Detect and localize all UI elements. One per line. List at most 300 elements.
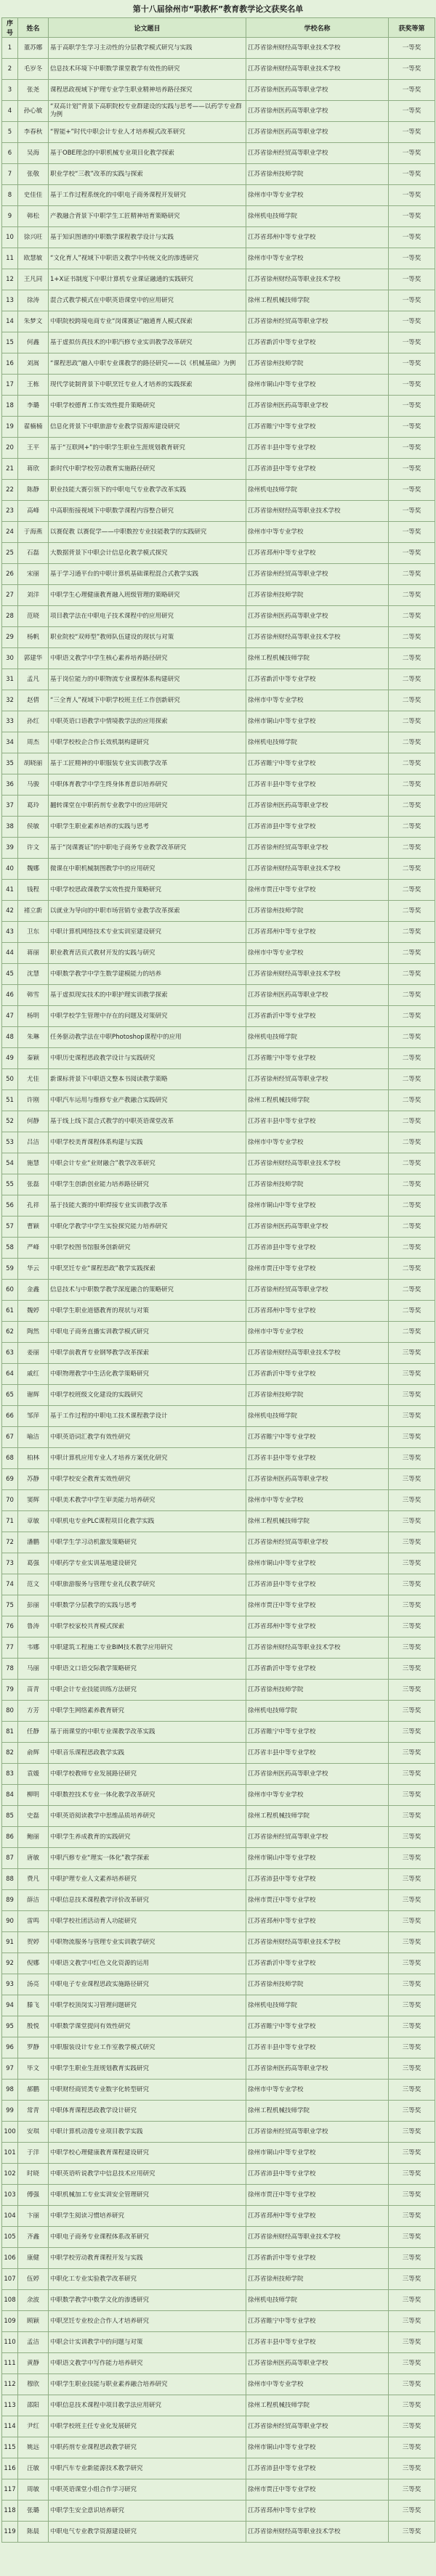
cell-name-text: 魏婷 (26, 1307, 39, 1314)
cell-name (18, 564, 49, 585)
cell-name (18, 2416, 49, 2437)
cell-name-text: 彭丽 (26, 1601, 39, 1609)
cell-school-text: 江苏省沛县中等专业学校 (248, 822, 316, 830)
table-row (2, 501, 435, 522)
cell-award (389, 1511, 435, 1532)
cell-school (246, 1090, 389, 1111)
cell-paper-title (49, 1595, 246, 1616)
cell-index-text: 70 (6, 1496, 14, 1504)
cell-index-text: 105 (4, 2233, 16, 2241)
cell-school-text: 江苏省徐州医药高等职业学校 (248, 801, 328, 809)
cell-name (18, 2479, 49, 2501)
cell-paper-title (49, 2395, 246, 2416)
cell-name-text: 沈慧 (26, 970, 39, 978)
cell-index (2, 2185, 18, 2206)
cell-name-text: 邹萍 (26, 1412, 39, 1420)
cell-award (389, 753, 435, 774)
cell-award-text: 二等奖 (402, 1307, 421, 1314)
cell-paper-title-text: 中职数学分层教学的实践与思考 (50, 1601, 137, 1609)
cell-name-text: 姚远 (26, 2443, 39, 2451)
cell-name-text: 常青 (26, 2106, 39, 2114)
cell-award (389, 648, 435, 669)
cell-index-text: 61 (6, 1307, 14, 1314)
header-award: 获奖等第 (389, 18, 435, 38)
cell-school-text: 江苏省徐州经贸高等职业学校 (248, 2422, 328, 2430)
cell-paper-title (49, 1217, 246, 1238)
cell-name-text: 马骏 (26, 780, 39, 788)
cell-school-text: 徐州机电技师学院 (248, 738, 298, 746)
cell-paper-title (49, 1174, 246, 1195)
cell-school (246, 2311, 389, 2332)
table-row (2, 1217, 435, 1238)
cell-index-text: 74 (6, 1580, 14, 1588)
cell-paper-title-text: 中职学校德育工作实效性提升策略研究 (50, 401, 156, 409)
cell-school (246, 101, 389, 122)
cell-paper-title (49, 311, 246, 332)
cell-school (246, 1785, 389, 1806)
cell-award (389, 1027, 435, 1048)
table-row (2, 1574, 435, 1595)
cell-name (18, 1322, 49, 1343)
table-row (2, 669, 435, 690)
cell-name-text: 汤亮 (26, 1980, 39, 1988)
table-row (2, 2522, 435, 2543)
cell-paper-title (49, 2501, 246, 2522)
cell-paper-title-text: 基于工匠精神的中职服装专业实训教学改革 (50, 759, 168, 767)
cell-index (2, 375, 18, 396)
cell-index (2, 1659, 18, 1680)
cell-award-text: 三等奖 (402, 1454, 421, 1462)
table-row (2, 2185, 435, 2206)
cell-award-text: 三等奖 (402, 2464, 421, 2472)
cell-name (18, 880, 49, 901)
cell-index-text: 107 (4, 2275, 16, 2283)
cell-name-text: 殷悦 (26, 2022, 39, 2030)
cell-name-text: 齐鑫 (26, 2233, 39, 2241)
cell-school (246, 1764, 389, 1785)
cell-index-text: 6 (7, 149, 12, 157)
cell-award-text: 二等奖 (402, 1328, 421, 1336)
cell-name-text: 宋丽 (26, 570, 39, 578)
cell-award-text: 三等奖 (402, 1706, 421, 1714)
cell-school-text: 江苏省徐州财经高等职业技术学校 (248, 633, 341, 641)
cell-name-text: 朱梦文 (23, 317, 43, 325)
table-row (2, 101, 435, 122)
cell-name-text: 汪敏 (26, 2464, 39, 2472)
cell-index-text: 63 (6, 1349, 14, 1357)
cell-paper-title (49, 2122, 246, 2143)
cell-index-text: 58 (6, 1243, 14, 1251)
cell-paper-title (49, 1027, 246, 1048)
cell-award-text: 二等奖 (402, 928, 421, 936)
cell-award (389, 1322, 435, 1343)
cell-award (389, 501, 435, 522)
cell-award-text: 三等奖 (402, 1770, 421, 1778)
cell-award (389, 543, 435, 564)
cell-paper-title-text: “课程思政”融入中职专业课教学的路径研究——以《机械基础》为例 (50, 359, 236, 367)
cell-paper-title (49, 648, 246, 669)
cell-paper-title-text: 职业学校“三教”改革的实践与探索 (50, 170, 143, 178)
cell-index (2, 1764, 18, 1785)
cell-paper-title-text: 基于工作过程的中职电工技术课程教学设计 (50, 1412, 168, 1420)
cell-school-text: 徐州机电技师学院 (248, 1706, 298, 1714)
cell-name (18, 396, 49, 417)
cell-name (18, 2437, 49, 2458)
cell-name (18, 648, 49, 669)
cell-name (18, 985, 49, 1006)
cell-award (389, 2479, 435, 2501)
cell-paper-title (49, 2143, 246, 2164)
cell-school (246, 375, 389, 396)
cell-index-text: 68 (6, 1454, 14, 1462)
cell-school (246, 1238, 389, 1259)
cell-index (2, 1953, 18, 1974)
cell-award-text: 三等奖 (402, 1812, 421, 1820)
table-row (2, 2143, 435, 2164)
cell-award (389, 2227, 435, 2248)
table-row (2, 543, 435, 564)
cell-school (246, 1890, 389, 1911)
cell-index-text: 54 (6, 1159, 14, 1167)
cell-index-text: 93 (6, 1980, 14, 1988)
cell-school-text: 江苏省睢宁中等专业学校 (248, 422, 316, 430)
cell-school (246, 1680, 389, 1701)
cell-index (2, 1195, 18, 1217)
cell-award-text: 一等奖 (402, 233, 421, 241)
table-row (2, 964, 435, 985)
cell-paper-title-text: 中职计算机应用专业人才培养方案优化研究 (50, 1454, 168, 1462)
table-row (2, 143, 435, 164)
cell-school (246, 774, 389, 796)
cell-award (389, 1659, 435, 1680)
table-row (2, 1532, 435, 1553)
cell-name-text: 尤佳 (26, 1075, 39, 1083)
cell-index (2, 669, 18, 690)
cell-name (18, 922, 49, 943)
cell-name-text: 施慧 (26, 1159, 39, 1167)
cell-award (389, 1848, 435, 1869)
cell-index-text: 82 (6, 1749, 14, 1757)
cell-award-text: 二等奖 (402, 1054, 421, 1062)
cell-paper-title-text: 基于学习通平台的中职计算机基础课程混合式教学实践 (50, 570, 199, 578)
cell-award (389, 2374, 435, 2395)
cell-index-text: 99 (6, 2106, 14, 2114)
cell-school (246, 2374, 389, 2395)
cell-paper-title-text: 中职体育教学中学生终身体育意识培养研究 (50, 780, 168, 788)
cell-index-text: 91 (6, 1938, 14, 1946)
cell-award (389, 1890, 435, 1911)
cell-school-text: 徐州市中等专业学校 (248, 528, 304, 536)
cell-name-text: 陈晨 (26, 2527, 39, 2535)
cell-award (389, 248, 435, 269)
cell-name (18, 311, 49, 332)
cell-school (246, 1469, 389, 1490)
cell-school-text: 徐州市中等专业学校 (248, 949, 304, 957)
cell-award-text: 三等奖 (402, 2359, 421, 2367)
cell-paper-title (49, 2016, 246, 2037)
cell-name (18, 59, 49, 80)
cell-school-text: 徐州市铜山中等专业学校 (248, 2148, 316, 2156)
cell-school-text: 江苏省徐州经贸高等职业学校 (248, 570, 328, 578)
cell-paper-title (49, 59, 246, 80)
cell-index-text: 79 (6, 1685, 14, 1693)
cell-school (246, 2122, 389, 2143)
cell-index (2, 1217, 18, 1238)
cell-award-text: 三等奖 (402, 1475, 421, 1483)
cell-school-text: 江苏省徐州技师学院 (248, 359, 304, 367)
cell-paper-title-text: 中职院校跨境电商专业“岗课赛证”融通育人模式探索 (50, 317, 193, 325)
cell-paper-title-text: 职业技能大赛引领下的中职电气专业教学改革实践 (50, 486, 187, 494)
cell-school (246, 1532, 389, 1553)
cell-index (2, 817, 18, 838)
cell-index (2, 732, 18, 753)
table-row (2, 564, 435, 585)
cell-name-text: 钱程 (26, 886, 39, 894)
cell-award-text: 三等奖 (402, 2170, 421, 2178)
cell-name-text: 何静 (26, 1117, 39, 1125)
cell-index-text: 76 (6, 1622, 14, 1630)
cell-paper-title-text: 中职学校劳动教育课程开发与实践 (50, 2254, 143, 2262)
cell-award-text: 二等奖 (402, 738, 421, 746)
cell-award (389, 796, 435, 817)
cell-index (2, 838, 18, 859)
cell-award (389, 1006, 435, 1027)
cell-name (18, 2101, 49, 2122)
cell-name (18, 459, 49, 480)
cell-school (246, 311, 389, 332)
cell-name (18, 2395, 49, 2416)
table-row (2, 38, 435, 59)
cell-award-text: 三等奖 (402, 1685, 421, 1693)
cell-paper-title-text: 中职数控技术专业一体化教学改革研究 (50, 1791, 156, 1799)
cell-award-text: 二等奖 (402, 1159, 421, 1167)
cell-school-text: 徐州市中等专业学校 (248, 2085, 304, 2093)
cell-index-text: 17 (6, 380, 14, 388)
cell-name (18, 1301, 49, 1322)
cell-award (389, 1259, 435, 1280)
cell-school-text: 徐州市中等专业学校 (248, 696, 304, 704)
cell-paper-title (49, 964, 246, 985)
cell-paper-title-text: 产教融合背景下中职学生工匠精神培育策略研究 (50, 212, 180, 220)
cell-name (18, 1259, 49, 1280)
cell-paper-title (49, 922, 246, 943)
table-row (2, 2353, 435, 2374)
cell-award (389, 669, 435, 690)
cell-name (18, 817, 49, 838)
cell-award-text: 三等奖 (402, 1433, 421, 1441)
cell-paper-title-text: 现代学徒制背景下中职烹饪专业人才培养的实践探索 (50, 380, 193, 388)
table-row (2, 943, 435, 964)
cell-index (2, 1406, 18, 1427)
cell-award (389, 480, 435, 501)
table-row (2, 480, 435, 501)
cell-school (246, 501, 389, 522)
cell-paper-title (49, 1069, 246, 1090)
cell-index-text: 78 (6, 1664, 14, 1672)
cell-paper-title-text: 基于“互联网+”的中职学生职业生涯规划教育研究 (50, 443, 185, 451)
cell-name (18, 943, 49, 964)
table-row (2, 122, 435, 143)
cell-school (246, 796, 389, 817)
cell-index (2, 564, 18, 585)
cell-name (18, 774, 49, 796)
cell-name-text: 何鑫 (26, 338, 39, 346)
cell-name-text: 鲁涛 (26, 1622, 39, 1630)
cell-name-text: 李璐 (26, 401, 39, 409)
cell-index (2, 943, 18, 964)
cell-index-text: 56 (6, 1201, 14, 1209)
cell-index (2, 1995, 18, 2016)
cell-school-text: 徐州市中等专业学校 (248, 191, 304, 199)
cell-name-text: 孔祥 (26, 1201, 39, 1209)
cell-name (18, 1806, 49, 1827)
cell-award (389, 838, 435, 859)
cell-school-text: 徐州市贾汪中等专业学校 (248, 886, 316, 894)
cell-school-text: 徐州市贾汪中等专业学校 (248, 1896, 316, 1904)
cell-award-text: 一等奖 (402, 338, 421, 346)
cell-name-text: 窦辉 (26, 1496, 39, 1504)
cell-index (2, 164, 18, 185)
cell-award (389, 1217, 435, 1238)
cell-award (389, 1406, 435, 1427)
cell-index-text: 116 (4, 2464, 16, 2472)
cell-name-text: 蒋丽 (26, 949, 39, 957)
cell-school (246, 1195, 389, 1217)
cell-award-text: 一等奖 (402, 528, 421, 536)
table-row (2, 1595, 435, 1616)
cell-index (2, 396, 18, 417)
cell-index (2, 1301, 18, 1322)
cell-paper-title (49, 1932, 246, 1953)
cell-paper-title-text: “三全育人”视域下中职学校班主任工作创新研究 (50, 696, 180, 704)
cell-school-text: 江苏省徐州财经高等职业技术学校 (248, 1349, 341, 1357)
cell-name-text: 戚红 (26, 1370, 39, 1378)
cell-award-text: 二等奖 (402, 654, 421, 662)
cell-school-text: 江苏省徐州财经高等职业技术学校 (248, 1159, 341, 1167)
cell-award (389, 522, 435, 543)
cell-index-text: 80 (6, 1706, 14, 1714)
cell-paper-title-text: 中职化工专业实验教学改革研究 (50, 2275, 137, 2283)
cell-school (246, 1364, 389, 1385)
table-row (2, 2101, 435, 2122)
cell-name-text: 朱琳 (26, 1033, 39, 1041)
cell-award (389, 880, 435, 901)
cell-award-text: 三等奖 (402, 2443, 421, 2451)
cell-school-text: 江苏省徐州财经高等职业技术学校 (248, 1643, 341, 1651)
cell-paper-title-text: 新课标背景下中职语文整本书阅读教学策略 (50, 1075, 168, 1083)
cell-index-text: 35 (6, 759, 14, 767)
cell-award (389, 859, 435, 880)
cell-index (2, 1848, 18, 1869)
table-row (2, 2037, 435, 2058)
cell-name (18, 1785, 49, 1806)
cell-award (389, 1953, 435, 1974)
cell-paper-title (49, 80, 246, 101)
cell-index-text: 92 (6, 1959, 14, 1967)
cell-index (2, 227, 18, 248)
cell-name (18, 38, 49, 59)
table-row (2, 1869, 435, 1890)
cell-award (389, 732, 435, 753)
cell-name (18, 690, 49, 711)
cell-school-text: 徐州市中等专业学校 (248, 254, 304, 262)
cell-school-text: 江苏省徐州经贸高等职业学校 (248, 149, 328, 157)
cell-index (2, 1069, 18, 1090)
cell-award (389, 2332, 435, 2353)
cell-name (18, 1637, 49, 1659)
cell-index-text: 12 (6, 275, 14, 283)
cell-index (2, 1637, 18, 1659)
cell-index-text: 26 (6, 570, 14, 578)
cell-name-text: 陶然 (26, 1328, 39, 1336)
cell-name (18, 290, 49, 311)
cell-name-text: 张磊 (26, 1180, 39, 1188)
cell-name (18, 1659, 49, 1680)
cell-index (2, 332, 18, 353)
cell-award (389, 2080, 435, 2101)
cell-paper-title (49, 1701, 246, 1722)
cell-paper-title (49, 1637, 246, 1659)
cell-paper-title-text: 基于线上线下混合式教学的中职英语课堂改革 (50, 1117, 174, 1125)
cell-name (18, 1027, 49, 1048)
cell-paper-title-text: 中职英语阅读教学中思维品质培养研究 (50, 1812, 156, 1820)
cell-name (18, 1953, 49, 1974)
cell-school-text: 徐州工程机械技师学院 (248, 1096, 310, 1104)
cell-name (18, 2164, 49, 2185)
cell-paper-title-text: 中职财经商贸类专业数字化转型研究 (50, 2085, 150, 2093)
cell-school (246, 2016, 389, 2037)
cell-index (2, 753, 18, 774)
cell-award-text: 一等奖 (402, 549, 421, 557)
cell-award (389, 1722, 435, 1743)
cell-name-text: 严峰 (26, 1243, 39, 1251)
cell-paper-title (49, 543, 246, 564)
cell-school-text: 江苏省沛县中等专业学校 (248, 1243, 316, 1251)
cell-school (246, 2501, 389, 2522)
cell-award-text: 二等奖 (402, 907, 421, 915)
cell-school-text: 江苏省邳州中等专业学校 (248, 928, 316, 936)
cell-award (389, 1427, 435, 1448)
cell-paper-title-text: “智能+”时代中职会计专业人才培养模式改革研究 (50, 128, 185, 136)
table-row (2, 606, 435, 627)
cell-school (246, 1385, 389, 1406)
cell-name (18, 1974, 49, 1995)
cell-paper-title-text: 中职机电专业PLC课程项目化教学实践 (50, 1517, 155, 1525)
cell-paper-title-text: 微课在中职机械制图教学中的应用研究 (50, 864, 156, 872)
cell-index (2, 1890, 18, 1911)
cell-name-text: 黄静 (26, 2359, 39, 2367)
cell-paper-title-text: 中职物流服务与管理专业实训教学研究 (50, 1938, 156, 1946)
cell-index (2, 501, 18, 522)
table-row (2, 1301, 435, 1322)
cell-index (2, 1911, 18, 1932)
cell-name (18, 122, 49, 143)
cell-index-text: 41 (6, 886, 14, 894)
cell-school-text: 徐州市贾汪中等专业学校 (248, 2485, 316, 2493)
cell-paper-title-text: 新时代中职学校劳动教育实施路径研究 (50, 465, 156, 473)
cell-index (2, 1701, 18, 1722)
cell-index (2, 1616, 18, 1637)
cell-paper-title (49, 1722, 246, 1743)
cell-index (2, 1553, 18, 1574)
cell-index-text: 24 (6, 528, 14, 536)
cell-name-text: 史佳佳 (23, 191, 43, 199)
cell-name (18, 585, 49, 606)
cell-paper-title-text: 信息化背景下中职旅游专业教学资源库建设研究 (50, 422, 180, 430)
cell-index (2, 1595, 18, 1616)
table-row (2, 1701, 435, 1722)
cell-paper-title (49, 248, 246, 269)
